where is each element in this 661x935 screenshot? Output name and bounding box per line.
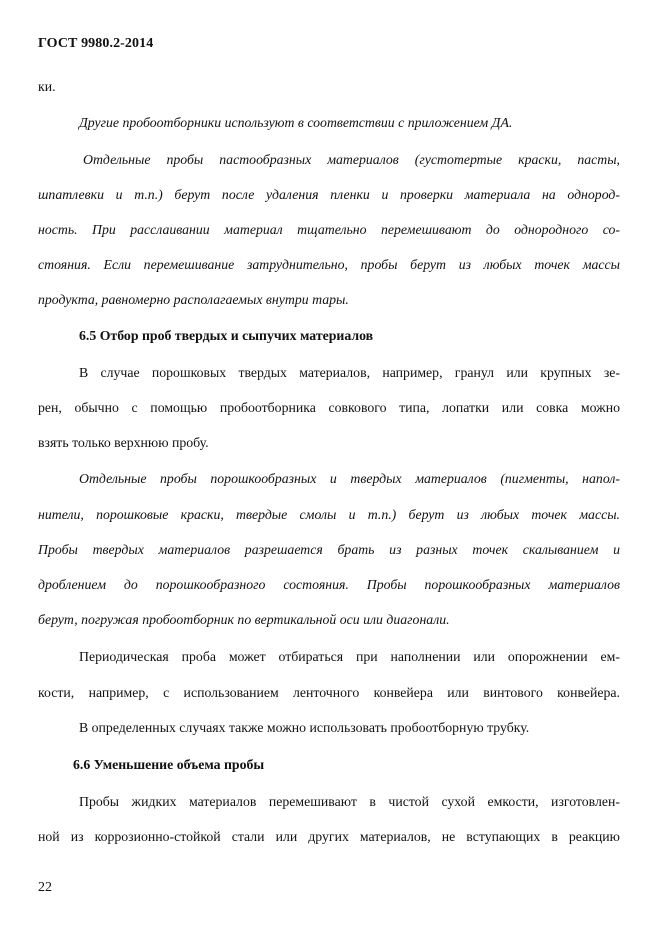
text-line: рен, обычно с помощью пробоотборника совкового типа, лопатки или совка можно [38,400,620,415]
text-line: стояния. Если перемешивание затруднительно, пробы берут из любых точек массы [38,257,620,272]
text-line: Пробы жидких материалов перемешивают в чистой сухой емкости, изготовлен- [79,794,620,809]
text-line: шпатлевки и т.п.) берут после удаления пленки и проверки материала на однород- [38,187,620,202]
text-line: В случае порошковых твердых материалов, например, гранул или крупных зе- [79,365,620,380]
page-number: 22 [38,880,52,895]
section-heading-6-6: 6.6 Уменьшение объема пробы [73,757,265,772]
text-line: ной из коррозионно-стойкой стали или других материалов, не вступающих в реакцию [38,829,620,844]
text-line: Периодическая проба может отбираться при наполнении или опорожнении ем- [79,649,620,664]
text-line: дроблением до порошкообразного состояния. Пробы порошкообразных материалов [38,577,620,592]
text-line: Отдельные пробы пастообразных материалов (густотертые краски, пасты, [83,152,620,167]
text-line: Отдельные пробы порошкообразных и твердых материалов (пигменты, напол- [79,471,620,486]
section-heading-6-5: 6.5 Отбор проб твердых и сыпучих материалов [79,328,374,343]
text-line: ки. [38,79,56,94]
text-line: берут, погружая пробоотборник по вертикальной оси или диагонали. [38,612,450,627]
text-line: нители, порошковые краски, твердые смолы и т.п.) берут из любых точек массы. [38,507,620,522]
text-line: В определенных случаях также можно использовать пробоотборную трубку. [79,720,530,735]
text-line: кости, например, с использованием ленточного конвейера или винтового конвейера. [38,685,620,700]
text-line: Пробы твердых материалов разрешается брать из разных точек скалыванием и [38,542,620,557]
standard-header: ГОСТ 9980.2-2014 [38,36,154,51]
text-line: Другие пробоотборники используют в соответствии с приложением ДА. [79,115,513,130]
text-line: продукта, равномерно располагаемых внутри тары. [38,292,349,307]
text-line: взять только верхнюю пробу. [38,435,209,450]
text-line: ность. При расслаивании материал тщательно перемешивают до однородного со- [38,222,620,237]
